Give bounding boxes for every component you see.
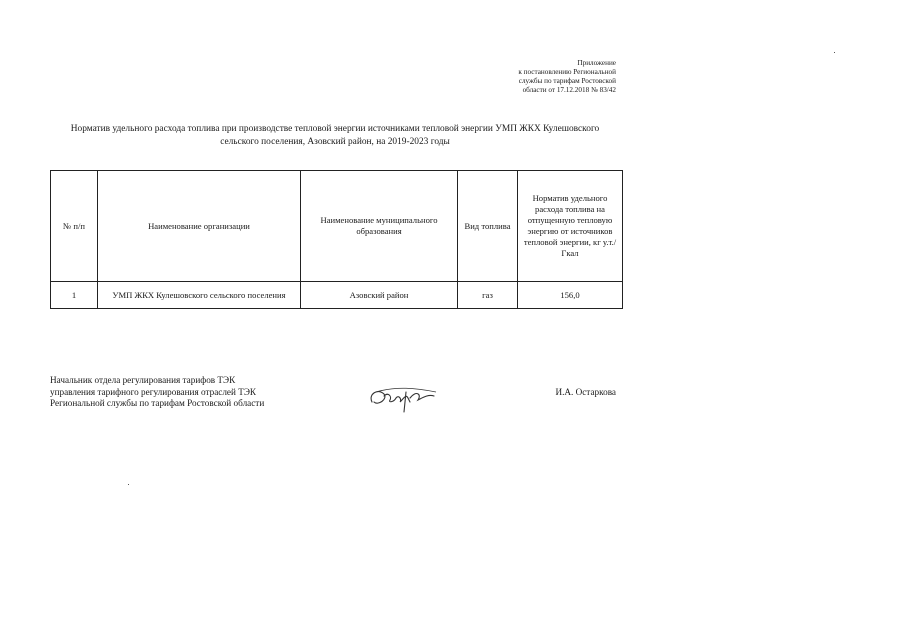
header-organization: Наименование организации — [98, 171, 301, 282]
cell-number: 1 — [51, 282, 98, 309]
header-municipality: Наименование муниципального образования — [301, 171, 458, 282]
appendix-line: службы по тарифам Ростовской — [518, 77, 616, 85]
header-fuel-type: Вид топлива — [458, 171, 518, 282]
cell-norm: 156,0 — [518, 282, 623, 309]
norm-table — [50, 170, 623, 309]
appendix-block — [416, 59, 616, 95]
cell-municipality: Азовский район — [301, 282, 458, 309]
cell-organization: УМП ЖКХ Кулешовского сельского поселения — [98, 282, 301, 309]
title-line-2: сельского поселения, Азовский район, на 2019-2023 годы — [220, 137, 450, 147]
appendix-line: области от 17.12.2018 № 83/42 — [522, 86, 616, 94]
signer-line-2: управления тарифного регулирования отраслей ТЭК — [50, 386, 257, 397]
signer-name: И.А. Остаркова — [555, 387, 616, 397]
cell-fuel-type: газ — [458, 282, 518, 309]
signer-line-1: Начальник отдела регулирования тарифов ТЭК — [50, 375, 236, 385]
signer-line-3: Региональной службы по тарифам Ростовской области — [50, 398, 265, 408]
signer-title — [50, 375, 350, 410]
title-line-1: Норматив удельного расхода топлива при производстве тепловой энергии источниками тепловой энергии УМП ЖКХ Кулешовского — [70, 124, 600, 134]
table-row — [51, 282, 623, 309]
header-number: № п/п — [51, 171, 98, 282]
appendix-line: к постановлению Региональной — [518, 68, 616, 76]
scan-speck — [834, 52, 835, 53]
handwritten-signature — [366, 380, 446, 420]
appendix-line: Приложение — [577, 59, 616, 67]
table-header-row — [51, 171, 623, 282]
scan-speck — [128, 484, 129, 485]
document-title — [50, 123, 620, 149]
header-norm: Норматив удельного расхода топлива на отпущенную тепловую энергию от источников тепловой энергии, кг у.т./Гкал — [518, 171, 623, 282]
